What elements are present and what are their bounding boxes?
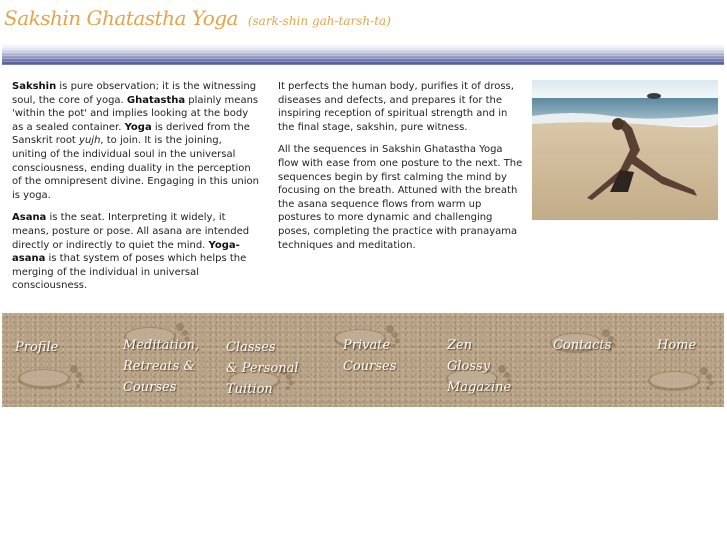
nav-label-line: Private bbox=[343, 338, 391, 353]
body-paragraph bbox=[12, 80, 259, 202]
nav-label-line: Profile bbox=[15, 340, 59, 355]
term-highlight: Sakshin bbox=[12, 81, 57, 92]
paragraph-text: All the sequences in Sakshin Ghatastha Yoga flow with ease from one posture to the next. The sequences begin by first calming the mind by focusing on the breath. Attuned with the breath the asana sequence flows from warm up postures to more dynamic and challenging poses, completing the practice with pranayama techniques and meditation. bbox=[278, 144, 523, 251]
term-highlight: Yoga bbox=[124, 121, 152, 133]
nav-label-line: Meditation, bbox=[123, 338, 200, 353]
paragraph-text: , to join. It is the joining, uniting of the individual soul in the universal consciousness, ending duality in the perception of the omnipresent divine. Engaging in this union is yoga. bbox=[12, 135, 259, 201]
paragraph-text: is pure observation; it is the witnessing soul, the core of yoga. bbox=[12, 81, 257, 106]
intro-column-middle bbox=[278, 80, 526, 261]
site-title-pronunciation: (sark-shin gah-tarsh-ta) bbox=[247, 14, 391, 28]
site-title bbox=[4, 6, 391, 30]
paragraph-text: is the seat. Interpreting it widely, it means, posture or pose. All asana are intended directly or indirectly to quiet the mind. bbox=[12, 212, 250, 251]
nav-label-line: Home bbox=[657, 338, 697, 353]
nav-label-line: Zen bbox=[447, 338, 473, 353]
nav-label-line: Courses bbox=[343, 359, 397, 374]
nav-label-line: Tuition bbox=[226, 382, 273, 397]
nav-link-private-courses[interactable] bbox=[343, 335, 396, 377]
body-paragraph bbox=[12, 211, 259, 293]
nav-link-zen-glossy-magazine[interactable] bbox=[447, 335, 511, 398]
term-highlight: Ghatastha bbox=[126, 94, 186, 106]
nav-link-home[interactable] bbox=[657, 335, 696, 356]
nav-label-line: Glossy bbox=[447, 359, 491, 374]
term-highlight: Yoga-asana bbox=[12, 239, 240, 265]
footprint-icon bbox=[14, 359, 86, 393]
intro-column-left bbox=[12, 80, 259, 302]
paragraph-text: is derived from the Sanskrit root bbox=[12, 121, 250, 147]
nav-link-classes-personal-tuition[interactable] bbox=[226, 337, 299, 400]
body-paragraph bbox=[278, 143, 526, 252]
nav-link-profile[interactable] bbox=[15, 337, 58, 358]
nav-link-meditation-retreats-courses[interactable] bbox=[123, 335, 199, 398]
nav-label-line: Contacts bbox=[553, 338, 612, 353]
body-paragraph bbox=[278, 80, 526, 134]
nav-label-line: Courses bbox=[123, 380, 177, 395]
paragraph-text: yujh bbox=[79, 135, 101, 147]
nav-label-line: Magazine bbox=[447, 380, 512, 395]
main-navigation bbox=[2, 313, 724, 407]
site-title-text: Sakshin Ghatastha Yoga bbox=[4, 6, 238, 30]
paragraph-text: is that system of poses which helps the merging of the individual in universal consciousness. bbox=[12, 253, 247, 292]
nav-link-contacts[interactable] bbox=[553, 335, 611, 356]
nav-label-line: Classes bbox=[226, 340, 276, 355]
paragraph-text: It perfects the human body, purifies it of dross, diseases and defects, and prepares it for the inspiring reception of spiritual strength and in the final stage, sakshin, pure witness. bbox=[278, 81, 514, 133]
paragraph-text: plainly means 'within the pot' and implies looking at the body as a sealed container. bbox=[12, 94, 259, 133]
term-highlight: Asana bbox=[12, 212, 47, 224]
nav-label-line: Retreats & bbox=[123, 359, 195, 374]
header-band bbox=[2, 43, 724, 65]
footprint-icon bbox=[644, 361, 716, 395]
nav-label-line: & Personal bbox=[226, 361, 299, 376]
yoga-beach-photo bbox=[532, 80, 718, 220]
